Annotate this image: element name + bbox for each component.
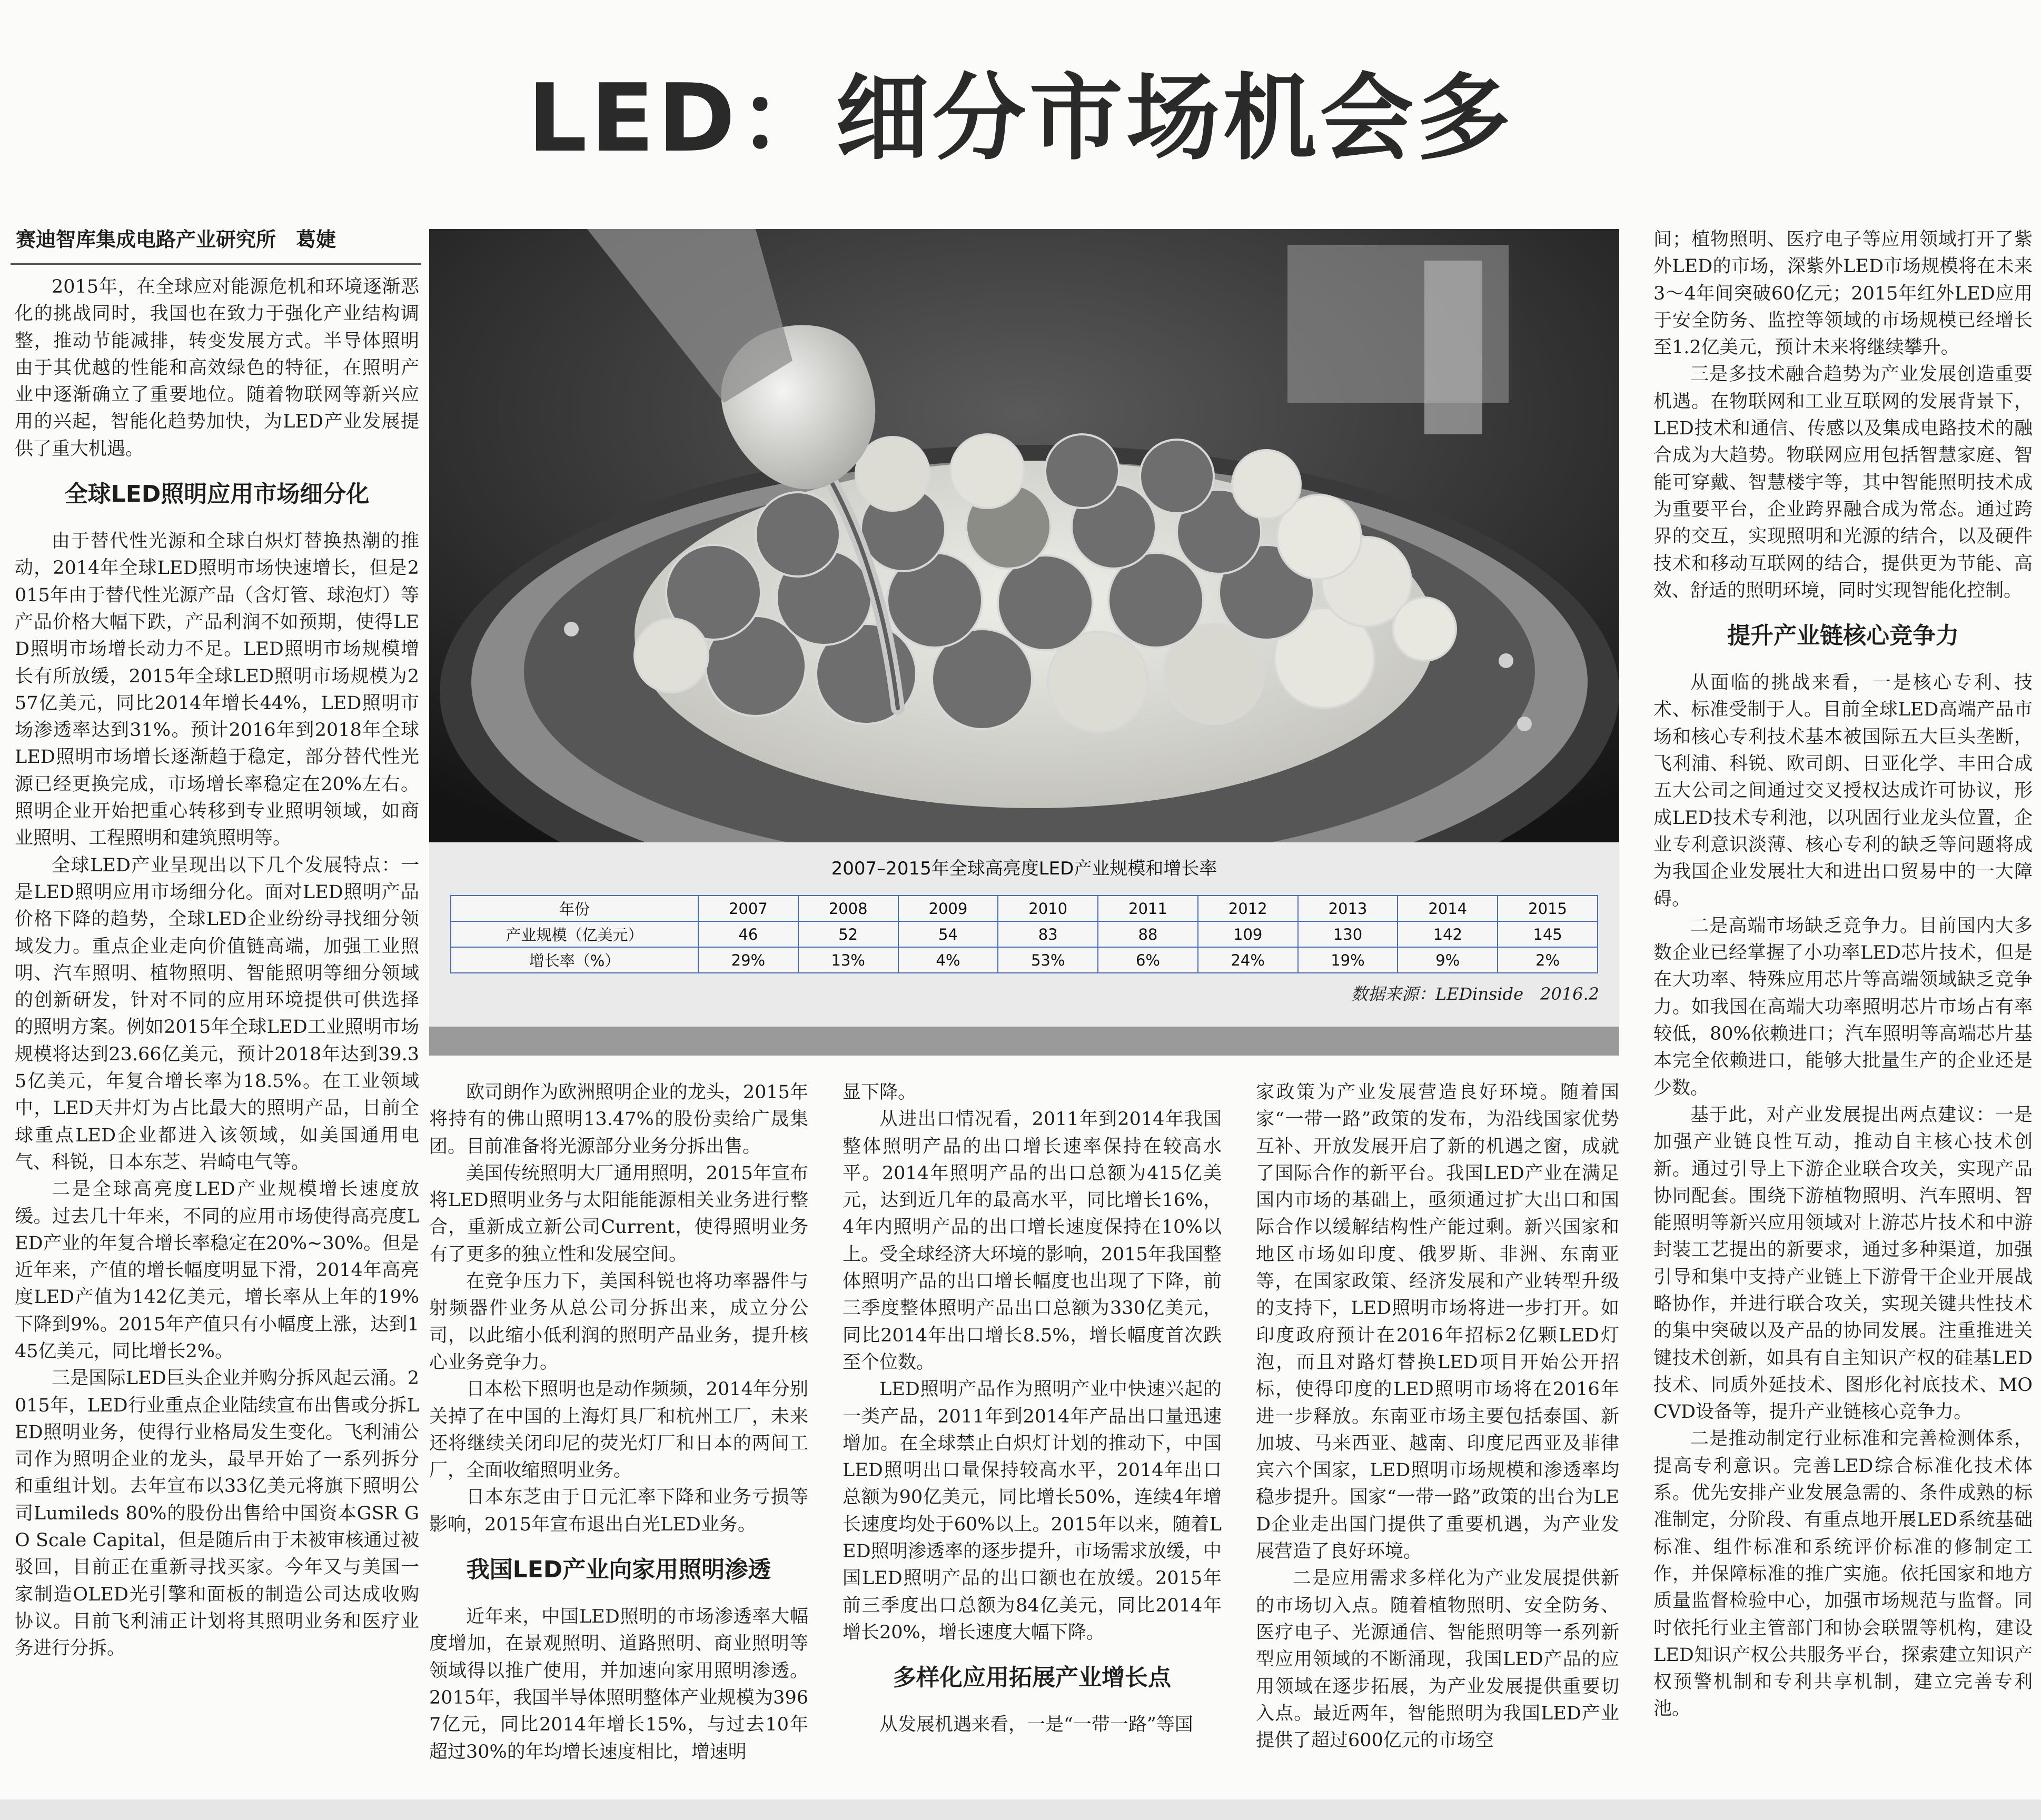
table-cell: 2008 xyxy=(798,896,898,921)
paragraph: 显下降。 xyxy=(843,1082,917,1103)
table-row xyxy=(451,921,1598,947)
table-header-cell: 年份 xyxy=(451,896,698,921)
table-cell: 13% xyxy=(798,947,898,973)
table-cell: 2% xyxy=(1498,947,1598,973)
paragraph: 三是多技术融合趋势为产业发展创造重要机遇。在物联网和工业互联网的发展背景下，LED技术和通信、传感以及集成电路技术的融合成为大趋势。物联网应用包括智慧家庭、智能可穿戴、智慧楼宇等，其中智能照明技术成为重要平台，企业跨界融合成为常态。通过跨界的交互，实现照明和光源的结合，以及硬件技术和移动互联网的结合，提供更为节能、高效、舒适的照明环境，同时实现智能化控制。 xyxy=(1653,364,2033,601)
table-header-cell: 增长率（%） xyxy=(451,947,698,973)
article-column-3 xyxy=(843,1079,1222,1779)
table-cell: 2012 xyxy=(1198,896,1298,921)
data-table-panel xyxy=(429,842,1619,1027)
table-cell: 88 xyxy=(1098,921,1198,947)
paragraph: 二是应用需求多样化为产业发展提供新的市场切入点。随着植物照明、安全防务、医疗电子、光源通信、智能照明等一系列新型应用领域的不断涌现，我国LED产品的应用领域在逐步拓展，为产业发展提供重要切入点。最近两年，智能照明为我国LED产业提供了超过600亿元的市场空 xyxy=(1256,1568,1619,1752)
table-header-cell: 产业规模（亿美元） xyxy=(451,921,698,947)
paragraph: 二是推动制定行业标准和完善检测体系，提高专利意识。完善LED综合标准化技术体系。优先安排产业发展急需的、条件成熟的标准制定，分阶段、有重点地开展LED系统基础标准、组件标准和系统评价标准的修制定工作，并保障标准的推广实施。依托国家和地方质量监督检验中心，加强市场规范与监督。同时依托行业主管部门和协会联盟等机构，建设LED知识产权公共服务平台，探索建立知识产权预警机制和专利共享机制，建立完善专利池。 xyxy=(1653,1428,2033,1720)
table-cell: 4% xyxy=(898,947,998,973)
table-cell: 83 xyxy=(998,921,1098,947)
table-row xyxy=(451,896,1598,921)
table-cell: 2014 xyxy=(1398,896,1498,921)
paragraph: 日本东芝由于日元汇率下降和业务亏损等影响，2015年宣布退出白光LED业务。 xyxy=(429,1487,808,1535)
wafer-photo xyxy=(429,229,1619,842)
paragraph: 近年来，中国LED照明的市场渗透率大幅度增加，在景观照明、道路照明、商业照明等领域得以推广使用，并加速向家用照明渗透。2015年，我国半导体照明整体产业规模为3967亿元，同比2014年增长15%，与过去10年超过30%的年均增长速度相比，增速明 xyxy=(429,1606,808,1763)
paragraph: 二是全球高亮度LED产业规模增长速度放缓。过去几十年来，不同的应用市场使得高亮度LED产业的年复合增长率稳定在20%~30%。但是近年来，产值的增长幅度明显下滑，2014年高亮度LED产值为142亿美元，增长率从上年的19%下降到9%。2015年产值只有小幅度上涨，达到145亿美元，同比增长2%。 xyxy=(15,1179,419,1362)
table-cell: 29% xyxy=(698,947,798,973)
table-cell: 19% xyxy=(1298,947,1398,973)
byline-divider xyxy=(11,263,421,265)
paragraph: 间；植物照明、医疗电子等应用领域打开了紫外LED的市场，深紫外LED市场规模将在未来3～4年间突破60亿元；2015年红外LED应用于安全防务、监控等领域的市场规模已经增长至1.2亿美元，预计未来将继续攀升。 xyxy=(1653,229,2033,359)
section-heading: 提升产业链核心竞争力 xyxy=(1727,622,1959,650)
table-cell: 53% xyxy=(998,947,1098,973)
section-heading: 多样化应用拓展产业增长点 xyxy=(893,1664,1171,1692)
paragraph: 家政策为产业发展营造良好环境。随着国家“一带一路”政策的发布，为沿线国家优势互补、开放发展开启了新的机遇之窗，成就了国际合作的新平台。我国LED产业在满足国内市场的基础上，亟须通过扩大出口和国际合作以缓解结构性产能过剩。新兴国家和地区市场如印度、俄罗斯、非洲、东南亚等，在国家政策、经济发展和产业转型升级的支持下，LED照明市场将进一步打开。如印度政府预计在2016年招标2亿颗LED灯泡，而且对路灯替换LED项目开始公开招标，使得印度的LED照明市场将在2016年进一步释放。东南亚市场主要包括泰国、新加坡、马来西亚、越南、印度尼西亚及菲律宾六个国家，LED照明市场规模和渗透率均稳步提升。国家“一带一路”政策的出台为LED企业走出国门提供了重要机遇，为产业发展营造了良好环境。 xyxy=(1256,1082,1619,1563)
table-cell: 46 xyxy=(698,921,798,947)
page-title: LED：细分市场机会多 xyxy=(527,64,1514,173)
paragraph: 日本松下照明也是动作频频，2014年分别关掉了在中国的上海灯具厂和杭州工厂，未来还将继续关闭印尼的荧光灯厂和日本的两间工厂，全面收缩照明业务。 xyxy=(429,1379,808,1481)
table-cell: 24% xyxy=(1198,947,1298,973)
article-column-4 xyxy=(1256,1079,1619,1779)
table-row xyxy=(451,947,1598,973)
table-cell: 2009 xyxy=(898,896,998,921)
led-scale-table xyxy=(450,895,1598,973)
author-byline: 赛迪智库集成电路产业研究所 葛婕 xyxy=(16,228,336,251)
paragraph: 二是高端市场缺乏竞争力。目前国内大多数企业已经掌握了小功率LED芯片技术，但是在大功率、特殊应用芯片等高端领域缺乏竞争力。如我国在高端大功率照明芯片市场占有率较低，80%依赖进口；汽车照明等高端芯片基本完全依赖进口，能够大批量生产的企业还是少数。 xyxy=(1653,915,2033,1099)
data-source-note: 数据来源：LEDinside 2016.2 xyxy=(1351,984,1599,1004)
paragraph: 三是国际LED巨头企业并购分拆风起云涌。2015年，LED行业重点企业陆续宣布出售或分拆LED照明业务，使得行业格局发生变化。飞利浦公司作为照明企业的龙头，最早开始了一系列拆分和重组计划。去年宣布以33亿美元将旗下照明公司Lumileds 80%的股份出售给中国资本GSR GO Scale Capital，但是随后由于未被审核通过被驳回，目前正在重新寻找买家。今年又与美国一家制造OLED光引擎和面板的制造公司达成收购协议。目前飞利浦正计划将其照明业务和医疗业务进行分拆。 xyxy=(15,1368,419,1659)
paragraph: 从进出口情况看，2011年到2014年我国整体照明产品的出口增长速率保持在较高水平。2014年照明产品的出口总额为415亿美元，达到近几年的最高水平，同比增长16%，4年内照明产品的出口增长速度保持在10%以上。受全球经济大环境的影响，2015年我国整体照明产品的出口增长幅度也出现了下降，前三季度整体照明产品出口总额为330亿美元，同比2014年出口增长8.5%，增长幅度首次跌至个位数。 xyxy=(843,1109,1222,1373)
section-heading: 我国LED产业向家用照明渗透 xyxy=(466,1556,771,1584)
article-column-5 xyxy=(1653,226,2033,1779)
page-footer-band xyxy=(0,1799,2041,1820)
table-cell: 130 xyxy=(1298,921,1398,947)
table-cell: 2007 xyxy=(698,896,798,921)
paragraph: 基于此，对产业发展提出两点建议：一是加强产业链良性互动，推动自主核心技术创新。通过引导上下游企业联合攻关，实现产品协同配套。围绕下游植物照明、汽车照明、智能照明等新兴应用领域对上游芯片技术和中游封装工艺提出的新要求，通过多种渠道，加强引导和集中支持产业链上下游骨干企业开展战略协作，并进行联合攻关，实现关键共性技术的集中突破以及产品的协同发展。注重推进关键技术创新，如具有自主知识产权的硅基LED技术、同质外延技术、图形化衬底技术、MOCVD设备等，提升产业链核心竞争力。 xyxy=(1653,1104,2033,1423)
paragraph: 从发展机遇来看，一是“一带一路”等国 xyxy=(879,1714,1193,1736)
paragraph: 在竞争压力下，美国科锐也将功率器件与射频器件业务从总公司分拆出来，成立分公司，以此缩小低利润的照明产品业务，提升核心业务竞争力。 xyxy=(429,1271,808,1373)
table-cell: 2011 xyxy=(1098,896,1198,921)
section-heading: 全球LED照明应用市场细分化 xyxy=(64,481,370,508)
paragraph: 2015年，在全球应对能源危机和环境逐渐恶化的挑战同时，我国也在致力于强化产业结构调整，推动节能减排，转变发展方式。半导体照明由于其优越的性能和高效绿色的特征，在照明产业中逐渐确立了重要地位。随着物联网等新兴应用的兴起，智能化趋势加快，为LED产业发展提供了重大机遇。 xyxy=(15,276,419,460)
table-cell: 9% xyxy=(1398,947,1498,973)
paragraph: 由于替代性光源和全球白炽灯替换热潮的推动，2014年全球LED照明市场快速增长，但是2015年由于替代性光源产品（含灯管、球泡灯）等产品价格大幅下跌，产品利润不如预期，使得LED照明市场增长动力不足。LED照明市场规模增长有所放缓，2015年全球LED照明市场规模为257亿美元，同比2014年增长44%，LED照明市场渗透率达到31%。预计2016年到2018年全球LED照明市场增长逐渐趋于稳定，部分替代性光源已经更换完成，市场增长率稳定在20%左右。照明企业开始把重心转移到专业照明领域，如商业照明、工程照明和建筑照明等。 xyxy=(15,531,419,849)
table-cell: 2013 xyxy=(1298,896,1398,921)
figure-bottom-band xyxy=(429,1027,1619,1056)
table-cell: 2015 xyxy=(1498,896,1598,921)
table-caption: 2007–2015年全球高亮度LED产业规模和增长率 xyxy=(831,858,1217,879)
table-cell: 52 xyxy=(798,921,898,947)
article-column-2 xyxy=(429,1079,808,1779)
paragraph: 美国传统照明大厂通用照明，2015年宣布将LED照明业务与太阳能能源相关业务进行整合，重新成立新公司Current，使得照明业务有了更多的独立性和发展空间。 xyxy=(429,1162,808,1265)
wafer-carrier-illustration xyxy=(429,229,1619,842)
table-cell: 145 xyxy=(1498,921,1598,947)
article-column-1 xyxy=(15,274,419,1774)
table-cell: 54 xyxy=(898,921,998,947)
paragraph: 欧司朗作为欧洲照明企业的龙头，2015年将持有的佛山照明13.47%的股份卖给广晟集团。目前准备将光源部分业务分拆出售。 xyxy=(429,1082,808,1157)
paragraph: 从面临的挑战来看，一是核心专利、技术、标准受制于人。目前全球LED高端产品市场和核心专利技术基本被国际五大巨头垄断，飞利浦、科锐、欧司朗、日亚化学、丰田合成五大公司之间通过交叉授权达成许可协议，形成LED技术专利池，以巩固行业龙头位置，企业专利意识淡薄、核心专利的缺乏等问题将成为我国企业发展壮大和进出口贸易中的一大障碍。 xyxy=(1653,672,2033,910)
paragraph: 全球LED产业呈现出以下几个发展特点：一是LED照明应用市场细分化。面对LED照明产品价格下降的趋势，全球LED企业纷纷寻找细分领域发力。重点企业走向价值链高端，加强工业照明、汽车照明、植物照明、智能照明等细分领域的创新研发，针对不同的应用环境提供可供选择的照明方案。例如2015年全球LED工业照明市场规模将达到23.66亿美元，预计2018年达到39.35亿美元，年复合增长率为18.5%。在工业领域中，LED天井灯为占比最大的照明产品，目前全球重点LED企业都进入该领域，如美国通用电气、科锐，日本东芝、岩崎电气等。 xyxy=(15,854,419,1173)
table-cell: 109 xyxy=(1198,921,1298,947)
table-cell: 2010 xyxy=(998,896,1098,921)
table-cell: 6% xyxy=(1098,947,1198,973)
paragraph: LED照明产品作为照明产业中快速兴起的一类产品，2011年到2014年产品出口量迅速增加。在全球禁止白炽灯计划的推动下，中国LED照明出口量保持较高水平，2014年出口总额为90亿美元，同比增长50%，连续4年增长速度均处于60%以上。2015年以来，随着LED照明渗透率的逐步提升，市场需求放缓，中国LED照明产品的出口额也在放缓。2015年前三季度出口总额为84亿美元，同比2014年增长20%，增长速度大幅下降。 xyxy=(843,1379,1222,1643)
table-cell: 142 xyxy=(1398,921,1498,947)
